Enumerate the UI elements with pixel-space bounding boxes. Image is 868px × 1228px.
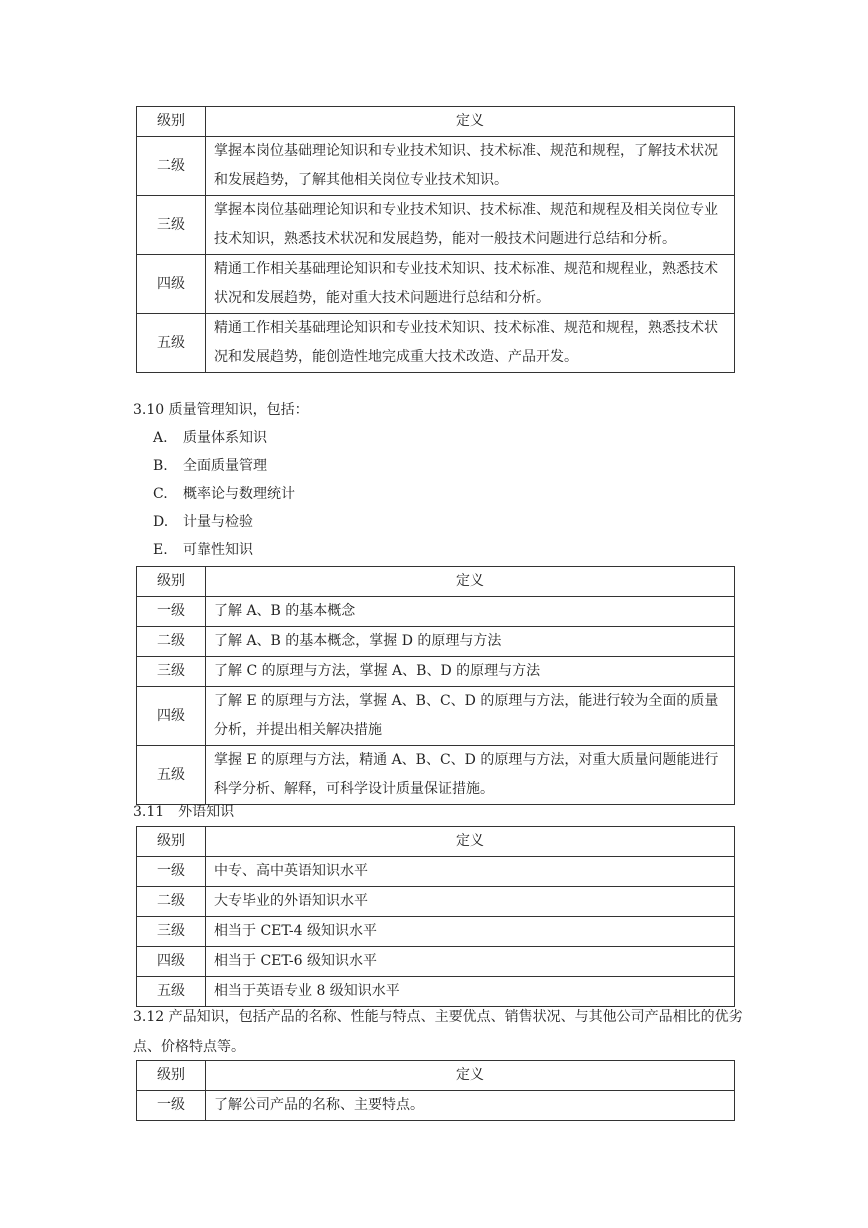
level-cell: 三级 (137, 657, 206, 687)
level-cell: 二级 (137, 887, 206, 917)
table-row (137, 947, 735, 977)
table-row (137, 917, 735, 947)
definition-cell: 掌握 E 的原理与方法，精通 A、B、C、D 的原理与方法，对重大质量问题能进行科学分析、解释，可科学设计质量保证措施。 (206, 746, 735, 805)
definition-cell: 中专、高中英语知识水平 (206, 857, 735, 887)
table-product-knowledge-levels (136, 1060, 735, 1121)
table-row (137, 137, 735, 196)
definition-cell: 了解 C 的原理与方法，掌握 A、B、D 的原理与方法 (206, 657, 735, 687)
list-item (153, 452, 295, 480)
level-cell: 二级 (137, 137, 206, 196)
definition-cell: 精通工作相关基础理论知识和专业技术知识、技术标准、规范和规程，熟悉技术状况和发展趋势，能创造性地完成重大技术改造、产品开发。 (206, 314, 735, 373)
section-heading-3-12: 3.12 产品知识，包括产品的名称、性能与特点、主要优点、销售状况、与其他公司产品相比的优劣点、价格特点等。 (133, 1009, 743, 1055)
table-row (137, 1091, 735, 1121)
table-technical-knowledge-levels (136, 106, 735, 373)
table-row (137, 857, 735, 887)
level-cell: 五级 (137, 314, 206, 373)
header-level: 级别 (137, 107, 206, 137)
table-row (137, 887, 735, 917)
definition-cell: 掌握本岗位基础理论知识和专业技术知识、技术标准、规范和规程，了解技术状况和发展趋势，了解其他相关岗位专业技术知识。 (206, 137, 735, 196)
header-definition: 定义 (206, 107, 735, 137)
table-row (137, 255, 735, 314)
header-level: 级别 (137, 567, 206, 597)
header-level: 级别 (137, 827, 206, 857)
table-row (137, 657, 735, 687)
list-marker: E. (153, 542, 168, 558)
definition-cell: 相当于英语专业 8 级知识水平 (206, 977, 735, 1007)
definition-cell: 了解公司产品的名称、主要特点。 (206, 1091, 735, 1121)
list-marker: B. (153, 458, 168, 474)
list-item-text: 全面质量管理 (183, 458, 267, 474)
definition-cell: 大专毕业的外语知识水平 (206, 887, 735, 917)
level-cell: 四级 (137, 947, 206, 977)
header-level: 级别 (137, 1061, 206, 1091)
definition-cell: 相当于 CET-6 级知识水平 (206, 947, 735, 977)
quality-knowledge-list (153, 424, 295, 564)
definition-cell: 了解 A、B 的基本概念 (206, 597, 735, 627)
list-item-text: 计量与检验 (183, 514, 253, 530)
list-item-text: 质量体系知识 (183, 430, 267, 446)
definition-cell: 了解 E 的原理与方法，掌握 A、B、C、D 的原理与方法，能进行较为全面的质量分析，并提出相关解决措施 (206, 687, 735, 746)
header-definition: 定义 (206, 827, 735, 857)
table-row (137, 627, 735, 657)
list-marker: A. (153, 430, 168, 446)
list-item (153, 508, 295, 536)
definition-cell: 了解 A、B 的基本概念，掌握 D 的原理与方法 (206, 627, 735, 657)
table-foreign-language-levels (136, 826, 735, 1007)
header-definition: 定义 (206, 567, 735, 597)
level-cell: 三级 (137, 196, 206, 255)
table-row (137, 597, 735, 627)
list-marker: D. (153, 514, 169, 530)
table-row (137, 196, 735, 255)
section-heading-3-11: 3.11 外语知识 (133, 804, 235, 820)
level-cell: 四级 (137, 687, 206, 746)
table-row (137, 314, 735, 373)
header-definition: 定义 (206, 1061, 735, 1091)
level-cell: 一级 (137, 1091, 206, 1121)
section-heading-3-10: 3.10 质量管理知识，包括： (133, 402, 309, 418)
table-quality-knowledge-levels (136, 566, 735, 805)
level-cell: 五级 (137, 977, 206, 1007)
list-item (153, 536, 295, 564)
table-header-row (137, 827, 735, 857)
list-item-text: 可靠性知识 (183, 542, 253, 558)
list-marker: C. (153, 486, 168, 502)
table-header-row (137, 107, 735, 137)
list-item-text: 概率论与数理统计 (183, 486, 295, 502)
definition-cell: 相当于 CET-4 级知识水平 (206, 917, 735, 947)
list-item (153, 480, 295, 508)
definition-cell: 精通工作相关基础理论知识和专业技术知识、技术标准、规范和规程业，熟悉技术状况和发展趋势，能对重大技术问题进行总结和分析。 (206, 255, 735, 314)
table-row (137, 687, 735, 746)
level-cell: 二级 (137, 627, 206, 657)
level-cell: 五级 (137, 746, 206, 805)
table-row (137, 746, 735, 805)
definition-cell: 掌握本岗位基础理论知识和专业技术知识、技术标准、规范和规程及相关岗位专业技术知识，熟悉技术状况和发展趋势，能对一般技术问题进行总结和分析。 (206, 196, 735, 255)
table-header-row (137, 1061, 735, 1091)
list-item (153, 424, 295, 452)
level-cell: 四级 (137, 255, 206, 314)
table-header-row (137, 567, 735, 597)
level-cell: 一级 (137, 857, 206, 887)
level-cell: 三级 (137, 917, 206, 947)
level-cell: 一级 (137, 597, 206, 627)
